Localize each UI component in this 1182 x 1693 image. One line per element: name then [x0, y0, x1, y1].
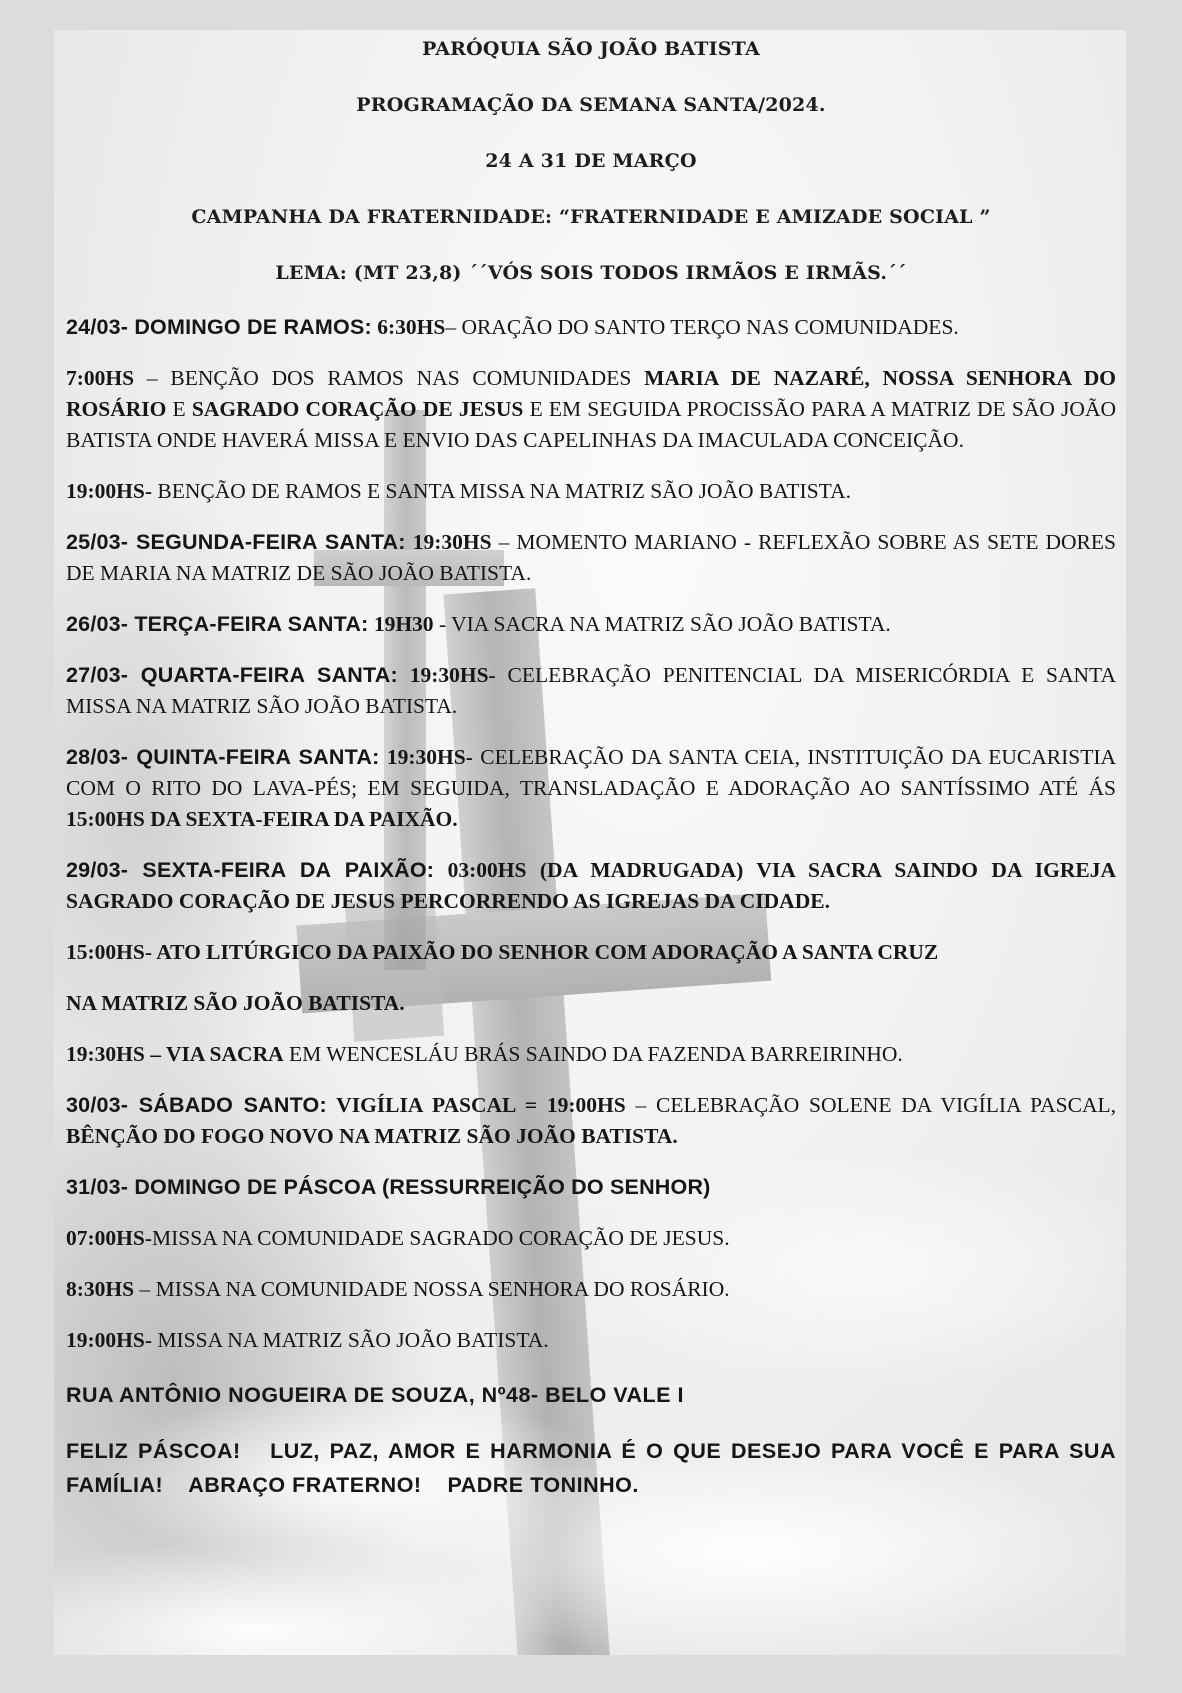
schedule-29-liturgy-location: NA MATRIZ SÃO JOÃO BATISTA. — [66, 991, 405, 1015]
description-bold: BÊNÇÃO DO FOGO NOVO NA MATRIZ SÃO JOÃO BATISTA. — [66, 1124, 678, 1148]
schedule-31-mass-1 — [66, 1223, 1116, 1254]
description: – MISSA NA COMUNIDADE NOSSA SENHORA DO ROSÁRIO. — [134, 1277, 730, 1301]
schedule-24-palm-sunday — [66, 312, 1116, 343]
description: BENÇÃO DE RAMOS E SANTA MISSA NA MATRIZ SÃO JOÃO BATISTA. — [152, 479, 851, 503]
description: – BENÇÃO DOS RAMOS NAS COMUNIDADES — [134, 366, 645, 390]
description: – ORAÇÃO DO SANTO TERÇO NAS COMUNIDADES. — [445, 315, 959, 339]
time: 19H30 — [373, 612, 434, 636]
time: 8:30HS — [66, 1277, 135, 1301]
description: CELEBRAÇÃO PENITENCIAL DA MISERICÓRDIA E SANTA MISSA NA MATRIZ SÃO JOÃO BATISTA. — [66, 663, 1116, 718]
description: MISSA NA MATRIZ SÃO JOÃO BATISTA. — [152, 1328, 549, 1352]
time: 07:00HS- — [66, 1226, 152, 1250]
time: 19:30HS- — [386, 745, 473, 769]
easter-greeting: FELIZ PÁSCOA! LUZ, PAZ, AMOR E HARMONIA É O QUE DESEJO PARA VOCÊ E PARA SUA FAMÍLIA! ABRAÇO FRATERNO! PADRE TONINHO. — [66, 1439, 1123, 1497]
schedule-30-holy-saturday — [66, 1090, 1116, 1152]
schedule-29-way-of-cross — [66, 1039, 1116, 1070]
time: 19:00HS- — [66, 1328, 152, 1352]
date-range: 24 A 31 DE MARÇO — [485, 150, 697, 172]
description: 03:00HS (DA MADRUGADA) VIA SACRA SAINDO DA IGREJA SAGRADO CORAÇÃO DE JESUS PERCORRENDO AS IGREJAS DA CIDADE. — [66, 858, 1116, 913]
community-names: MARIA DE NAZARÉ, NOSSA SENHORA DO ROSÁRIO — [66, 366, 1116, 421]
day-label: 25/03- SEGUNDA-FEIRA SANTA: — [66, 530, 406, 554]
community-name: SAGRADO CORAÇÃO DE JESUS — [191, 397, 524, 421]
schedule-28-holy-thursday — [66, 742, 1116, 835]
description: MISSA NA COMUNIDADE SAGRADO CORAÇÃO DE JESUS. — [152, 1226, 730, 1250]
program-title: PROGRAMAÇÃO DA SEMANA SANTA/2024. — [356, 94, 826, 116]
description: – CELEBRAÇÃO SOLENE DA VIGÍLIA PASCAL, — [625, 1093, 1116, 1117]
parish-title: PARÓQUIA SÃO JOÃO BATISTA — [422, 38, 760, 60]
connector: E — [166, 397, 192, 421]
time: 7:00HS — [66, 366, 135, 390]
schedule-29-good-friday — [66, 855, 1116, 917]
address-line: RUA ANTÔNIO NOGUEIRA DE SOUZA, Nº48- BELO VALE I — [66, 1383, 684, 1407]
day-label: 26/03- TERÇA-FEIRA SANTA: — [66, 612, 369, 636]
flyer-sheet — [54, 30, 1126, 1655]
description-bold: 15:00HS DA SEXTA-FEIRA DA PAIXÃO. — [66, 807, 458, 831]
schedule-29-liturgy: 15:00HS- ATO LITÚRGICO DA PAIXÃO DO SENHOR COM ADORAÇÃO A SANTA CRUZ — [66, 940, 939, 964]
time: 19:30HS — [412, 530, 492, 554]
time: 6:30HS — [377, 315, 446, 339]
campaign-line: CAMPANHA DA FRATERNIDADE: “FRATERNIDADE E AMIZADE SOCIAL ” — [191, 206, 991, 228]
day-label: 29/03- SEXTA-FEIRA DA PAIXÃO: — [66, 858, 435, 882]
schedule-24-blessing-of-palms — [66, 363, 1116, 456]
description: EM WENCESLÁU BRÁS SAINDO DA FAZENDA BARREIRINHO. — [283, 1042, 903, 1066]
schedule-26-holy-tuesday — [66, 609, 1116, 640]
schedule-31-mass-3 — [66, 1325, 1116, 1356]
time: 19:30HS – VIA SACRA — [66, 1042, 284, 1066]
schedule-31-mass-2 — [66, 1274, 1116, 1305]
description: CELEBRAÇÃO DA SANTA CEIA, INSTITUIÇÃO DA EUCARISTIA COM O RITO DO LAVA-PÉS; EM SEGUIDA, TRANSLADAÇÃO E ADORAÇÃO AO SANTÍSSIMO ATÉ ÁS — [66, 745, 1117, 800]
time: 19:30HS- — [409, 663, 496, 687]
description-cont: E EM SEGUIDA PROCISSÃO PARA A MATRIZ DE SÃO JOÃO BATISTA ONDE HAVERÁ MISSA E ENVIO DAS CAPELINHAS DA IMACULADA CONCEIÇÃO. — [66, 397, 1116, 452]
schedule-24-evening-mass — [66, 476, 1116, 507]
schedule-27-holy-wednesday — [66, 660, 1116, 722]
day-label: 28/03- QUINTA-FEIRA SANTA: — [66, 745, 380, 769]
schedule-31-easter-sunday — [66, 1172, 1116, 1203]
description: – MOMENTO MARIANO - REFLEXÃO SOBRE AS SETE DORES DE MARIA NA MATRIZ DE SÃO JOÃO BATISTA. — [66, 530, 1116, 585]
day-label: 31/03- DOMINGO DE PÁSCOA (RESSURREIÇÃO DO SENHOR) — [66, 1175, 711, 1199]
motto-line: LEMA: (MT 23,8) ´´VÓS SOIS TODOS IRMÃOS E IRMÃS.´´ — [275, 262, 907, 284]
description: - VIA SACRA NA MATRIZ SÃO JOÃO BATISTA. — [433, 612, 891, 636]
time: VIGÍLIA PASCAL = 19:00HS — [326, 1093, 626, 1117]
schedule-25-holy-monday — [66, 527, 1116, 589]
flyer-content — [66, 38, 1123, 1502]
day-label: 27/03- QUARTA-FEIRA SANTA: — [66, 663, 398, 687]
day-label: 30/03- SÁBADO SANTO: — [66, 1093, 327, 1117]
day-label: 24/03- DOMINGO DE RAMOS: — [66, 315, 372, 339]
time: 19:00HS- — [66, 479, 152, 503]
